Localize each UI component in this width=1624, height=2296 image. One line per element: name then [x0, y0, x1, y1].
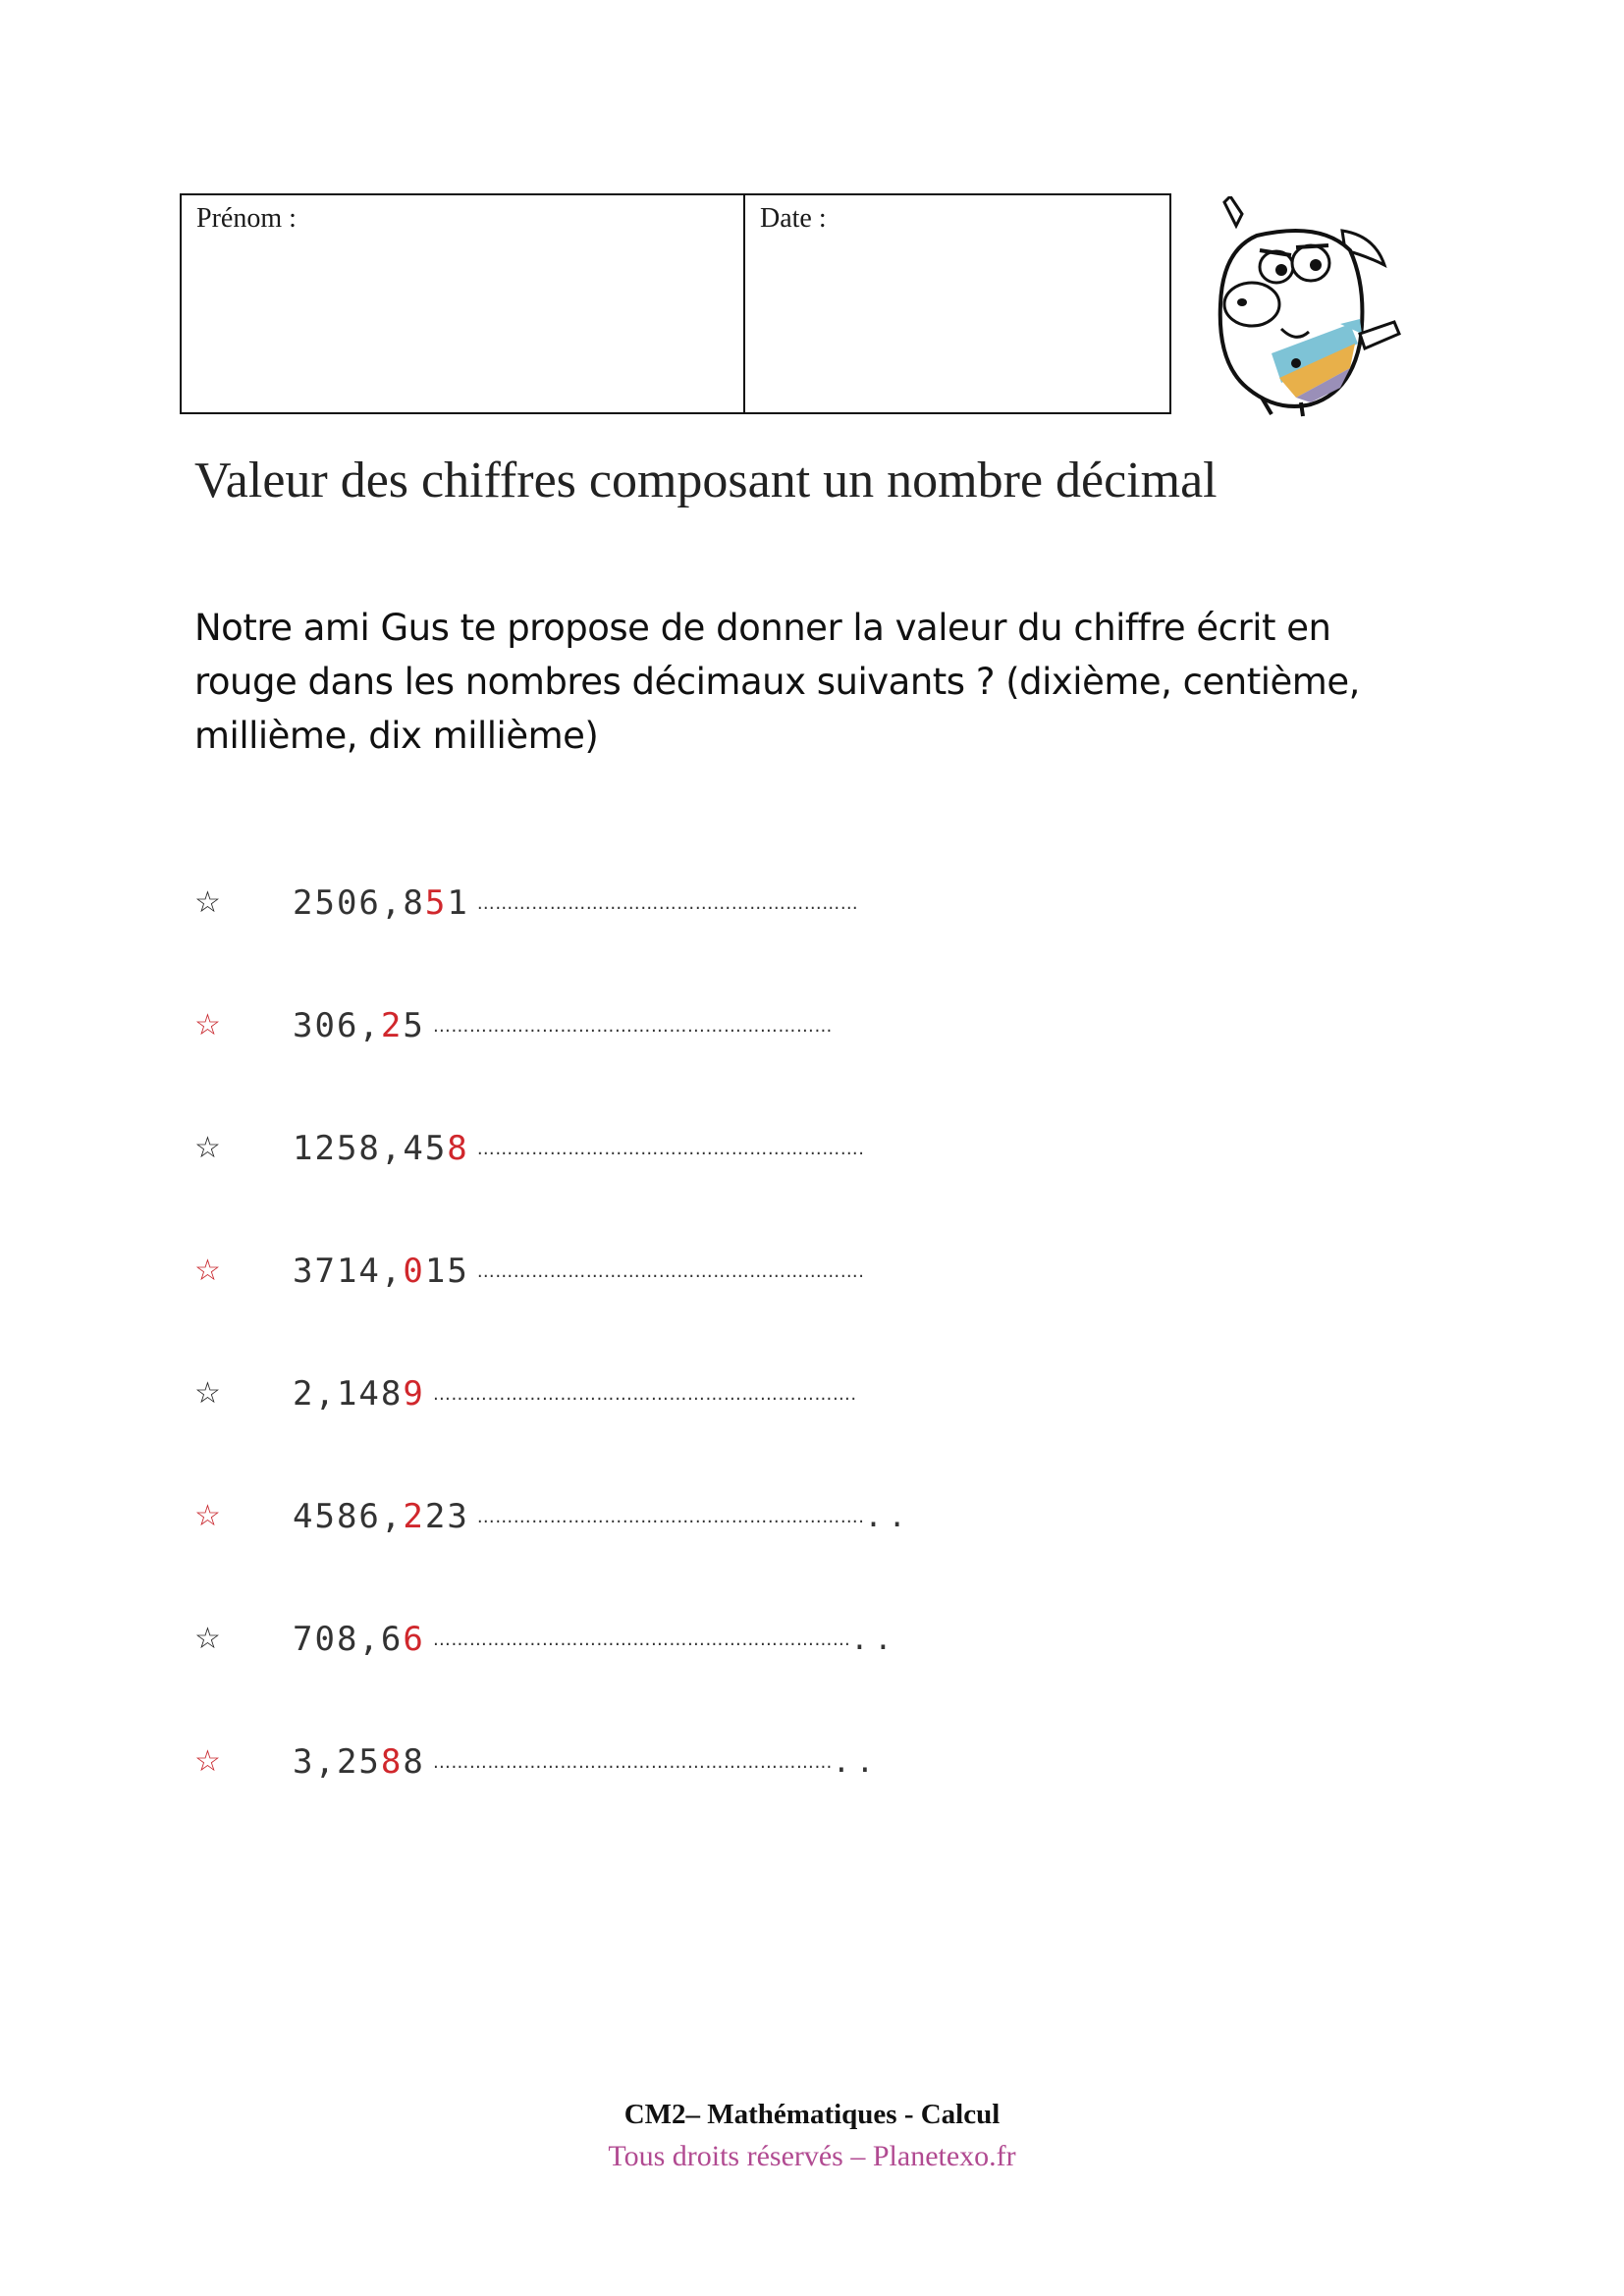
highlighted-digit: 8: [447, 1129, 469, 1168]
decimal-number: 2,1489: [293, 1374, 425, 1414]
exercise-item: ☆ 3,2588 ………………………………………………………… ..: [194, 1742, 880, 1782]
date-field[interactable]: [745, 195, 1169, 412]
highlighted-digit: 5: [424, 883, 448, 923]
instructions-text: Notre ami Gus te propose de donner la valeur du chiffre écrit en rouge dans les nombres décimaux suivants ? (dixième, centième, millième, dix millième): [194, 607, 1360, 757]
star-icon: ☆: [194, 885, 221, 920]
star-icon: ☆: [194, 1008, 221, 1042]
answer-line[interactable]: ……………………………………………………….: [476, 1138, 865, 1159]
decimal-number: 708,66: [293, 1620, 425, 1659]
page-title: Valeur des chiffres composant un nombre décimal: [194, 453, 1218, 508]
exercise-item: ☆ 708,66 …………………………………………………………… ..: [194, 1620, 898, 1659]
name-label: Prénom :: [196, 203, 297, 234]
answer-line[interactable]: …………………………………………………………: [432, 1015, 833, 1037]
decimal-number: 3,2588: [293, 1742, 425, 1782]
star-icon: ☆: [194, 1499, 221, 1533]
decimal-number: 3714,015: [293, 1252, 469, 1291]
star-icon: ☆: [194, 1744, 221, 1779]
decimal-number: 1258,458: [293, 1129, 469, 1168]
highlighted-digit: 9: [403, 1374, 425, 1414]
answer-line[interactable]: ……………………………………………………….: [476, 1260, 865, 1282]
star-icon: ☆: [194, 1131, 221, 1165]
date-label: Date :: [760, 203, 827, 234]
answer-line[interactable]: …………………………………………………………: [432, 1751, 833, 1773]
highlighted-digit: 2: [403, 1497, 425, 1536]
student-info-box: [180, 193, 1171, 414]
exercise-item: [194, 879, 858, 928]
exercise-item: [194, 1247, 865, 1296]
sheep-mascot-icon: [1203, 196, 1414, 417]
answer-line[interactable]: ……………………………………………………………: [432, 1629, 851, 1650]
highlighted-digit: 8: [380, 1742, 404, 1782]
answer-line[interactable]: ……………………………………………………….: [476, 1506, 865, 1527]
star-icon: ☆: [194, 1376, 221, 1411]
decimal-number: 306,25: [293, 1006, 425, 1045]
star-icon: ☆: [194, 1254, 221, 1288]
answer-line[interactable]: …………………………………………………………….: [432, 1383, 857, 1405]
highlighted-digit: 2: [380, 1006, 404, 1045]
answer-line[interactable]: ………………………………………………………: [476, 892, 859, 914]
star-icon: ☆: [194, 1622, 221, 1656]
name-field[interactable]: [182, 195, 745, 412]
footer-course: CM2– Mathématiques - Calcul: [623, 2099, 1001, 2130]
exercise-item: [194, 1001, 833, 1050]
exercise-item: [194, 1369, 857, 1418]
exercise-item: ☆ 4586,223 ………………………………………………………. ..: [194, 1497, 912, 1536]
highlighted-digit: 0: [403, 1252, 425, 1291]
footer-copyright-link[interactable]: Tous droits réservés – Planetexo.fr: [608, 2140, 1016, 2172]
highlighted-digit: 6: [403, 1620, 425, 1659]
decimal-number: 4586,223: [293, 1497, 469, 1536]
exercise-item: [194, 1124, 865, 1173]
decimal-number: 2506,851: [293, 883, 469, 923]
